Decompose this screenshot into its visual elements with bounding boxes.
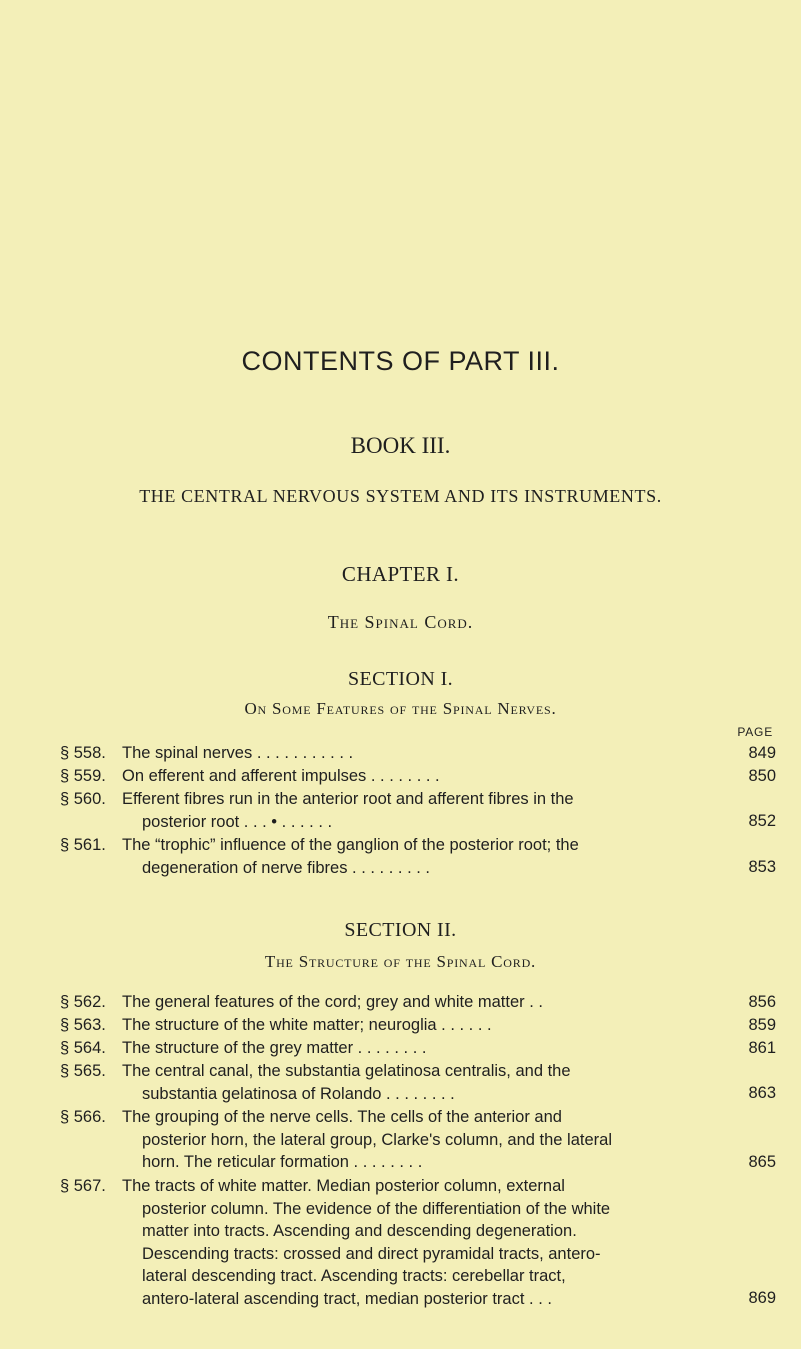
entry-text-line: substantia gelatinosa of Rolando . . . . . . . . [142,1084,455,1103]
entry-text-line: antero-lateral ascending tract, median posterior tract . . . [142,1289,552,1308]
entry-number: § 565. [60,1062,106,1080]
entry-number: § 558. [60,744,106,762]
entry-text-line: The tracts of white matter. Median posterior column, external [122,1177,565,1195]
entry-number: § 560. [60,790,106,808]
entry-page: 852 [748,812,776,830]
entry-page: 850 [748,767,776,785]
entry-text-line: The structure of the white matter; neuroglia . . . . . . [122,1016,492,1034]
entry-text-line: horn. The reticular formation . . . . . . . . [142,1153,423,1171]
entry-text-line: The general features of the cord; grey and white matter . . [122,993,543,1011]
entry-number: § 566. [60,1108,106,1126]
entry-text-line: The “trophic” influence of the ganglion of the posterior root; the [122,836,579,854]
entry-number: § 564. [60,1039,106,1057]
toc-entry[interactable] [60,1037,776,1060]
entry-text-line: matter into tracts. Ascending and descending degeneration. [142,1222,577,1240]
entry-text-line: posterior horn, the lateral group, Clarke's column, and the lateral [142,1130,612,1149]
section-1-title: On Some Features of the Spinal Nerves. [244,699,557,718]
toc-entry[interactable] [60,991,776,1014]
entry-page: 859 [748,1016,776,1034]
entry-page: 853 [748,858,776,876]
toc-entry[interactable] [60,1014,776,1037]
toc-entry[interactable] [60,1175,776,1313]
entry-number: § 562. [60,993,106,1011]
entry-page: 863 [748,1084,776,1102]
entry-text-line: The structure of the grey matter . . . . . . . . [122,1039,427,1057]
book-heading: BOOK III. [350,433,451,458]
entry-page: 869 [748,1289,776,1307]
entry-number: § 563. [60,1016,106,1034]
entry-text-line: Efferent fibres run in the anterior root and afferent fibres in the [122,790,574,808]
entry-number: § 567. [60,1177,106,1195]
entry-text-line: posterior column. The evidence of the differentiation of the white [142,1199,611,1218]
entry-text-line: lateral descending tract. Ascending tracts: cerebellar tract, [142,1267,566,1285]
entry-text-line: The central canal, the substantia gelatinosa centralis, and the [122,1062,571,1080]
entry-page: 865 [748,1153,776,1171]
entry-text-line: The grouping of the nerve cells. The cells of the anterior and [122,1108,562,1126]
entry-page: 856 [748,993,776,1011]
chapter-heading: CHAPTER I. [341,562,460,586]
toc-entry[interactable] [60,834,776,880]
toc-entry[interactable] [60,765,776,788]
section-2-title: The Structure of the Spinal Cord. [264,952,537,971]
page-column-header: PAGE [737,725,773,739]
entry-text-line: Descending tracts: crossed and direct pyramidal tracts, antero- [142,1244,601,1263]
toc-entry[interactable] [60,788,776,834]
toc-entry[interactable] [60,1106,776,1175]
entry-text-line: On efferent and afferent impulses . . . . . . . . [122,767,440,785]
entry-text-line: posterior root . . . • . . . . . . [142,812,333,831]
book-subject: THE CENTRAL NERVOUS SYSTEM AND ITS INSTRUMENTS. [139,486,662,506]
entry-text-line: The spinal nerves . . . . . . . . . . . [122,744,354,762]
section-2-heading: SECTION II. [344,919,457,941]
toc-entry[interactable] [60,742,776,765]
entry-text-line: degeneration of nerve fibres . . . . . . . . . [142,858,430,877]
section-1-heading: SECTION I. [347,668,454,690]
entry-page: 861 [748,1039,776,1057]
page-title: CONTENTS OF PART III. [241,346,560,376]
entry-number: § 559. [60,767,106,785]
chapter-title: The Spinal Cord. [327,612,474,632]
toc-entry[interactable] [60,1060,776,1106]
entry-page: 849 [748,744,776,762]
entry-number: § 561. [60,836,106,854]
